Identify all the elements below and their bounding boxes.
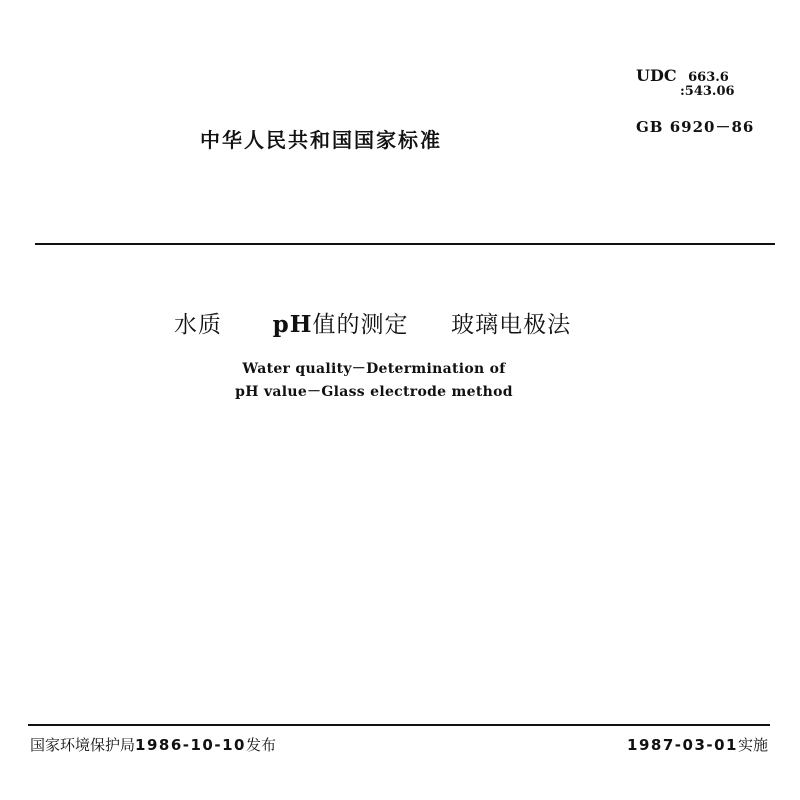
title-cn-ph: pH bbox=[272, 311, 313, 338]
title-cn-part2: 值的测定 bbox=[312, 312, 409, 338]
effective-date: 1987-03-01 bbox=[627, 736, 738, 754]
issuer: 国家环境保护局 bbox=[30, 736, 136, 754]
issue-statement bbox=[30, 734, 276, 755]
udc-block bbox=[636, 66, 786, 99]
title-cn-part3: 玻璃电极法 bbox=[451, 312, 572, 338]
document-title-en-line1: Water quality－Determination of bbox=[242, 361, 506, 377]
issue-suffix: 发布 bbox=[245, 736, 276, 754]
title-cn-part1: 水质 bbox=[174, 312, 222, 338]
document-title-en-line2: pH value－Glass electrode method bbox=[235, 384, 513, 400]
standard-category: 中华人民共和国国家标准 bbox=[200, 128, 442, 152]
effective-statement bbox=[627, 734, 768, 755]
udc-number-secondary: :543.06 bbox=[680, 84, 735, 99]
document-title-cn bbox=[174, 306, 571, 339]
standard-code: GB 6920－86 bbox=[636, 118, 755, 136]
header-divider bbox=[35, 243, 775, 245]
issue-date: 1986-10-10 bbox=[135, 736, 246, 754]
footer-divider bbox=[28, 724, 770, 726]
udc-label: UDC bbox=[636, 66, 677, 85]
udc-number-primary: 663.6 bbox=[688, 70, 729, 85]
effective-suffix: 实施 bbox=[737, 736, 768, 754]
